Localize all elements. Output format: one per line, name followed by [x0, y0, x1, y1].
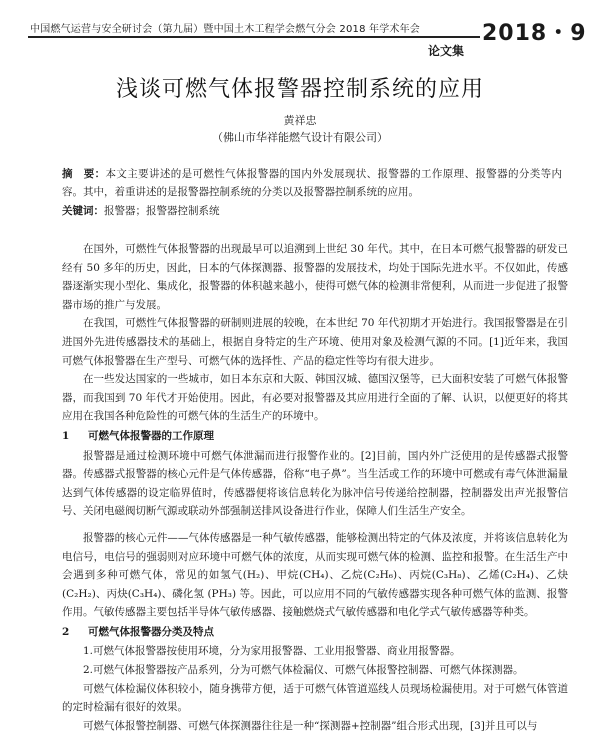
section-number: 1: [62, 429, 70, 442]
keywords-text: 报警器；报警器控制系统: [104, 205, 220, 217]
keywords: [62, 203, 562, 218]
paragraph: 在一些发达国家的一些城市，如日本东京和大阪、韩国汉城、德国汉堡等，已大面积安装了可燃气体报警器，而我国到 70 年代才开始使用。因此，有必要对报警器及其应用进行全面的了解、认识，以便更好的将其应用在我国各种危险性的可燃气体的生活生产的环境中。: [62, 373, 568, 423]
paragraph: 报警器是通过检测环境中可燃气体泄漏而进行报警作业的。[2]目前，国内外广泛使用的是传感器式报警器。传感器式报警器的核心元件是气体传感器，俗称“电子鼻”。当生活或工作的环境中可燃或有毒气体泄漏量达到气体传感器的设定临界值时，传感器便将该信息转化为脉冲信号传递给控制器，控制器发出声光报警信号、关闭电磁阀切断气源或联动外部强制送排风设备进行作业，保障人们生活生产安全。: [62, 449, 568, 518]
section-title: 可燃气体报警器的工作原理: [88, 429, 214, 442]
paragraph: 1.可燃气体报警器按使用环境，分为家用报警器、工业用报警器、商业用报警器。: [83, 645, 461, 658]
paragraph: 2.可燃气体报警器按产品系列，分为可燃气体检漏仪、可燃气体报警控制器、可燃气体探测器。: [83, 664, 524, 677]
paper-author: 黄祥忠: [283, 114, 317, 127]
paper-affiliation: （佛山市华祥能燃气设计有限公司）: [212, 131, 388, 144]
section-heading-2: [62, 623, 568, 642]
abstract-label: 摘 要：: [62, 168, 106, 180]
spacer: [62, 521, 568, 529]
section-heading-1: [62, 427, 568, 446]
paragraph: 在国外，可燃性气体报警器的出现最早可以追溯到上世纪 30 年代。其中，在日本可燃气报警器的研发已经有 50 多年的历史，因此，日本的气体探测器、报警器的发展技术，均处于国际先进水平。不仅如此，传感器逐渐实现小型化、集成化，报警器的体积越来越小，使得可燃气体的检测非常便利，从而进一步促进了报警器市场的推广与发展。: [62, 243, 568, 311]
keywords-label: 关键词：: [62, 205, 104, 217]
abstract: [62, 165, 562, 201]
abstract-text: 本文主要讲述的是可燃性气体报警器的国内外发展现状、报警器的工作原理、报警器的分类等内容。其中，着重讲述的是报警器控制系统的分类以及报警器控制系统的应用。: [62, 168, 563, 198]
paper-title: 浅谈可燃气体报警器控制系统的应用: [115, 77, 484, 102]
header-year: 2018・9: [482, 21, 587, 46]
body-text: [62, 240, 568, 735]
paragraph: 可燃气体报警控制器、可燃气体探测器往往是一种“探测器+控制器”组合形式出现，[3]并且可以与: [83, 719, 538, 732]
header-collection-label: 论文集: [428, 44, 465, 58]
header-rule: [28, 36, 480, 38]
paragraph: 在我国，可燃性气体报警器的研制则进展的较晚，在本世纪 70 年代初期才开始进行。我国报警器是在引进国外先进传感器技术的基础上，根据自身特定的生产环境、使用对象及检测气源的不同。[1]近年来，我国可燃气体报警器在生产型号、可燃气体的选择性、产品的稳定性等均有很大进步。: [62, 317, 568, 367]
running-header: 中国燃气运营与安全研讨会（第九届）暨中国土木工程学会燃气分会 2018 年学术年会: [30, 24, 421, 35]
paragraph: 可燃气体检漏仪体积较小，随身携带方便，适于可燃气体管道巡线人员现场检漏使用。对于可燃气体管道的定时检漏有很好的效果。: [62, 682, 568, 714]
section-title: 可燃气体报警器分类及特点: [88, 625, 214, 638]
paragraph: 报警器的核心元件——气体传感器是一种气敏传感器，能够检测出特定的气体及浓度，并将该信息转化为电信号，电信号的强弱则对应环境中可燃气体的浓度，从而实现可燃气体的检测、监控和报警。在生活生产中会遇到多种可燃气体，常见的如氢气(H₂)、甲烷(CH₄)、乙烷(C₂H₆)、丙烷(C₃H₈)、乙烯(C₂H₄)、乙炔(C₂H₂)、丙炔(C₃H₄)、磷化氢 (PH₃) 等。因此，可以应用不同的气敏传感器实现各种可燃气体的监测、报警作用。气敏传感器主要包括半导体气敏传感器、接触燃烧式气敏传感器和电化学式气敏传感器等种类。: [62, 531, 568, 619]
section-number: 2: [62, 625, 70, 638]
